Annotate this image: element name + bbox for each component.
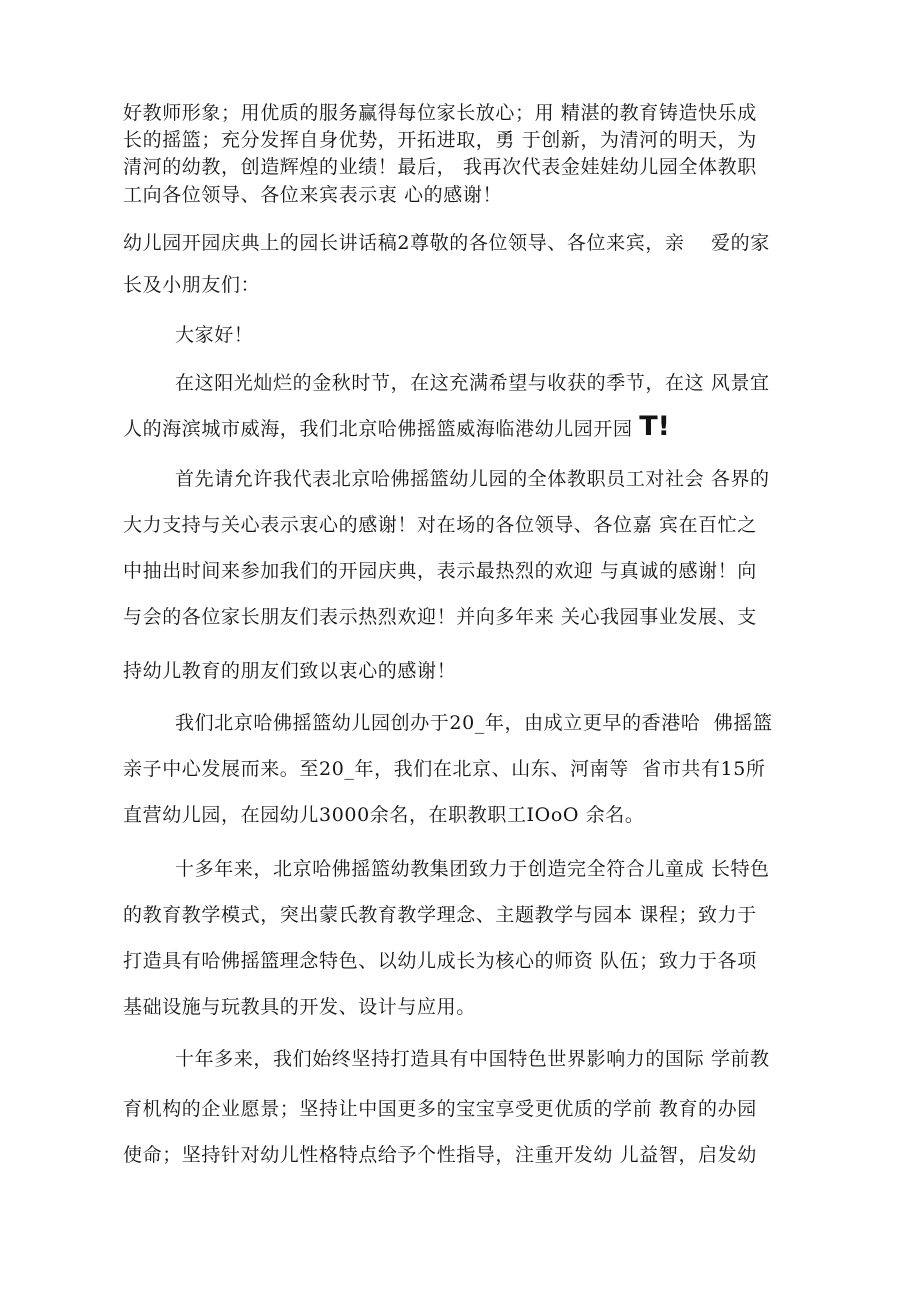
intro-line-4: 工向各位领导、各位来宾表示衷 心的感谢！ xyxy=(123,184,503,206)
para5-line-1: 十年多来，我们始终坚持打造具有中国特色世界影响力的国际 学前教 xyxy=(175,1048,770,1070)
para2-line-2: 大力支持与关心表示衷心的感谢！对在场的各位领导、各位嘉 宾在百忙之 xyxy=(123,514,757,536)
para2-line-5: 持幼儿教育的朋友们致以衷心的感谢！ xyxy=(123,660,457,682)
para1-line-2-text: 人的海滨城市威海，我们北京哈佛摇篮威海临港幼儿园开园 xyxy=(123,418,633,440)
para3-line-1: 我们北京哈佛摇篮幼儿园创办于20_年，由成立更早的香港哈 佛摇篮 xyxy=(175,712,773,734)
para2-line-4: 与会的各位家长朋友们表示热烈欢迎！并向多年来 关心我园事业发展、支 xyxy=(123,606,757,628)
speech-title-line-1: 幼儿园开园庆典上的园长讲话稿2尊敬的各位领导、各位来宾，亲 爱的家 xyxy=(123,232,770,254)
intro-line-3: 清河的幼教，创造辉煌的业绩！最后， 我再次代表金娃娃幼儿园全体教职 xyxy=(123,156,757,178)
greeting: 大家好！ xyxy=(175,324,254,346)
para2-line-3: 中抽出时间来参加我们的开园庆典，表示最热烈的欢迎 与真诚的感谢！向 xyxy=(123,560,757,582)
para1-line-2-tail: T! xyxy=(639,411,670,442)
para3-line-2: 亲子中心发展而来。至20_年，我们在北京、山东、河南等 省市共有15所 xyxy=(123,758,766,780)
para4-line-4: 基础设施与玩教具的开发、设计与应用。 xyxy=(123,996,476,1018)
para3-line-3: 直营幼儿园，在园幼儿3000余名，在职教职工IOoO 余名。 xyxy=(123,804,645,826)
intro-line-2: 长的摇篮；充分发挥自身优势，开拓进取，勇 于创新，为清河的明天，为 xyxy=(123,129,757,151)
para4-line-1: 十多年来，北京哈佛摇篮幼教集团致力于创造完全符合儿童成 长特色 xyxy=(175,858,770,880)
para1-line-1: 在这阳光灿烂的金秋时节，在这充满希望与收获的季节，在这 风景宜 xyxy=(175,372,770,394)
para5-line-2: 育机构的企业愿景；坚持让中国更多的宝宝享受更优质的学前 教育的办园 xyxy=(123,1098,757,1120)
para1-line-2 xyxy=(123,411,670,442)
para2-line-1: 首先请允许我代表北京哈佛摇篮幼儿园的全体教职员工对社会 各界的 xyxy=(175,468,770,490)
para4-line-3: 打造具有哈佛摇篮理念特色、以幼儿成长为核心的师资 队伍；致力于各项 xyxy=(123,950,757,972)
para4-line-2: 的教育教学模式，突出蒙氏教育教学理念、主题教学与园本 课程；致力于 xyxy=(123,904,757,926)
para5-line-3: 使命；坚持针对幼儿性格特点给予个性指导，注重开发幼 儿益智，启发幼 xyxy=(123,1144,757,1166)
speech-title-line-2: 长及小朋友们： xyxy=(123,274,261,296)
intro-line-1: 好教师形象；用优质的服务赢得每位家长放心；用 精湛的教育铸造快乐成 xyxy=(123,102,757,124)
